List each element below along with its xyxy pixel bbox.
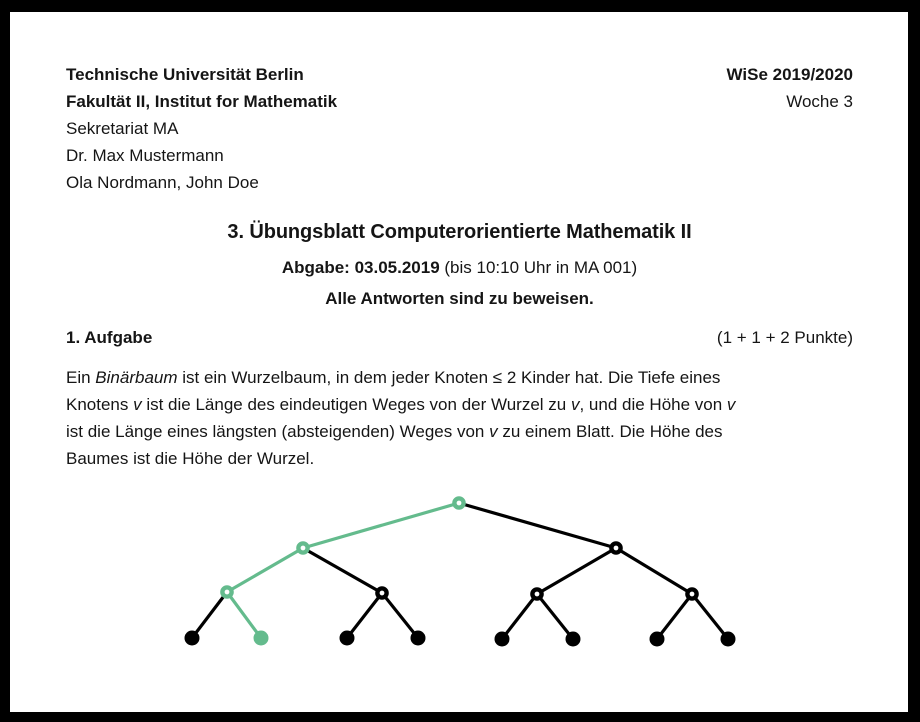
tree-edge-n22-l8 — [692, 594, 728, 639]
tree-edge-n21-l6 — [537, 594, 573, 639]
week-label: Woche 3 — [786, 92, 853, 111]
tree-node-n2 — [611, 543, 620, 552]
tree-edge-n21-l5 — [502, 594, 537, 639]
sheet-title: 3. Übungsblatt Computerorientierte Mathematik II — [227, 221, 692, 243]
tree-edge-root-n1 — [303, 503, 459, 548]
tree-edge-n12-l4 — [382, 593, 418, 638]
tree-node-root — [454, 498, 463, 507]
italic-term: v — [726, 395, 736, 414]
tree-node-l7 — [650, 632, 665, 647]
institution-name: Technische Universität Berlin — [66, 65, 304, 84]
tree-node-l5 — [495, 632, 510, 647]
lecturer-name: Dr. Max Mustermann — [66, 146, 224, 165]
tree-edge-n11-l1 — [192, 592, 227, 638]
italic-term: v — [489, 422, 498, 441]
tree-node-l3 — [340, 631, 355, 646]
secretariat: Sekretariat MA — [66, 119, 179, 138]
tree-node-n12 — [377, 588, 386, 597]
binary-tree-diagram — [10, 12, 908, 712]
tree-edge-n12-l3 — [347, 593, 382, 638]
text-run: ist ein Wurzelbaum, in dem jeder Knoten ≤ 2 Kinder hat. Die Tiefe eines — [177, 368, 721, 387]
tree-edge-n1-n12 — [303, 548, 382, 593]
tree-edge-root-n2 — [459, 503, 616, 548]
text-run: Baumes ist die Höhe der Wurzel. — [66, 449, 315, 468]
italic-term: v — [133, 395, 142, 414]
tree-node-l6 — [566, 632, 581, 647]
semester-label: WiSe 2019/2020 — [726, 65, 853, 84]
document-page — [10, 12, 908, 712]
text-run: ist die Länge eines längsten (absteigenden) Weges von — [66, 422, 490, 441]
tree-node-n1 — [298, 543, 307, 552]
assistants-names: Ola Nordmann, John Doe — [66, 173, 259, 192]
tree-node-n22 — [687, 589, 696, 598]
text-run: Ein — [66, 368, 96, 387]
tree-node-l2 — [254, 631, 269, 646]
text-run: zu einem Blatt. Die Höhe des — [497, 422, 723, 441]
tree-node-l8 — [721, 632, 736, 647]
exercise-label: 1. Aufgabe — [66, 328, 153, 347]
tree-edge-n11-l2 — [227, 592, 261, 638]
tree-edge-n2-n21 — [537, 548, 616, 594]
tree-node-l1 — [185, 631, 200, 646]
text-run: , und die Höhe von — [579, 395, 727, 414]
text-run: ist die Länge des eindeutigen Weges von der Wurzel zu — [141, 395, 571, 414]
tree-node-l4 — [411, 631, 426, 646]
deadline-date: Abgabe: 03.05.2019 — [281, 258, 440, 277]
faculty-name: Fakultät II, Institut for Mathematik — [66, 92, 338, 111]
exercise-points: (1 + 1 + 2 Punkte) — [716, 328, 853, 347]
text-run: Knotens — [66, 395, 134, 414]
proof-notice: Alle Antworten sind zu beweisen. — [325, 289, 594, 308]
italic-term: Binärbaum — [95, 368, 178, 387]
tree-edge-n1-n11 — [227, 548, 303, 592]
tree-node-n21 — [532, 589, 541, 598]
deadline-details: (bis 10:10 Uhr in MA 001) — [439, 258, 638, 277]
tree-edge-n22-l7 — [657, 594, 692, 639]
tree-edge-n2-n22 — [616, 548, 692, 594]
italic-term: v — [570, 395, 580, 414]
tree-node-n11 — [222, 587, 231, 596]
